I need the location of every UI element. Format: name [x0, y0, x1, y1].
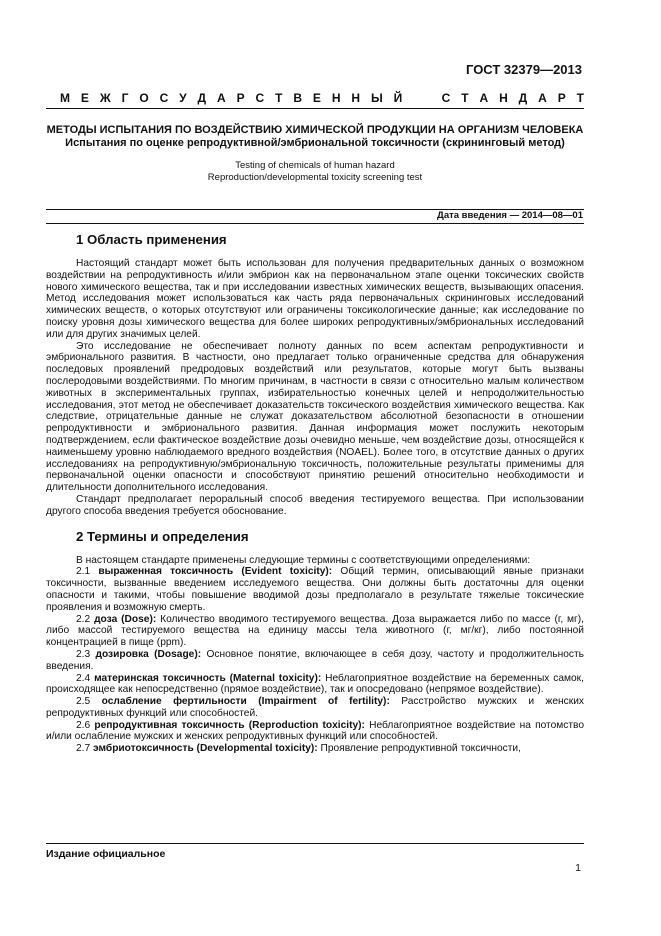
term-number: 2.1 — [76, 566, 91, 578]
english-title-line-2: Reproduction/developmental toxicity screening test — [207, 171, 423, 183]
banner-letter: А — [479, 91, 489, 105]
terms-list — [46, 566, 584, 755]
section-1-paragraph-2: Это исследование не обеспечивает полноту данных по всем аспектам репродуктивности и эмбрионального развития. В частности, оно предлагает только ограниченные средства для обнаружения последовых проявлений предродовых воздействий или результатов, которые могут быть вызваны послеродовыми воздействиями. По многим причинам, в частности в связи с относительно малым количеством животных в экспериментальных группах, избирательностью конечных целей и непродолжительностью исследования, этот метод не обеспечивает доказательств токсического воздействия химического вещества. Как следствие, отрицательные данные не служат доказательством абсолютной безопасности в отношении репродуктивности и эмбрионального развития. Данная информация может послужить некоторым подтверждением, если фактическое воздействие дозы очевидно меньше, чем воздействие дозы, относящейся к наименьшему уровню наблюдаемого вредного воздействия (NOAEL). Более того, в отсутствие данных о других исследованиях на репродуктивную/эмбриональную токсичность, положительные результаты применимы для первоначальной оценки опасности и способствуют принятию решений относительно необходимости и длительности дополнительного исследования. — [46, 340, 584, 494]
term-number: 2.6 — [76, 719, 91, 731]
term-english: (Dosage): — [154, 648, 202, 660]
standard-code: ГОСТ 32379—2013 — [466, 62, 582, 77]
section-1-heading: 1 Область применения — [76, 232, 227, 247]
term-definition — [46, 720, 584, 744]
document-title: МЕТОДЫ ИСПЫТАНИЯ ПО ВОЗДЕЙСТВИЮ ХИМИЧЕСКОЙ ПРОДУКЦИИ НА ОРГАНИЗМ ЧЕЛОВЕКА — [46, 124, 584, 136]
interstate-standard-banner — [60, 91, 584, 105]
term-english: (Reproduction toxicity): — [248, 719, 365, 731]
section-2-heading: 2 Термины и определения — [76, 528, 249, 544]
term-english: (Impairment of fertility): — [258, 696, 390, 708]
term-russian: дозировка — [95, 648, 149, 660]
banner-letter — [427, 91, 430, 105]
english-title — [46, 160, 584, 183]
term-number: 2.3 — [76, 648, 91, 660]
term-definition-text: Неблагоприятное воздействие на беременных самок, происходящее как непосредственно (прямое воздействие), так и опосредовано (непрямое воздействие). — [46, 672, 584, 696]
banner-letter: Т — [461, 91, 469, 105]
banner-letter: Д — [197, 91, 207, 105]
banner-letter: О — [139, 91, 149, 105]
banner-letter: С — [255, 91, 265, 105]
term-english: (Dose): — [121, 613, 157, 625]
term-definition — [46, 566, 584, 613]
banner-letter: Р — [236, 91, 245, 105]
banner-letter: Ж — [99, 91, 111, 105]
term-definition-text: Проявление репродуктивной токсичности, — [317, 743, 521, 755]
official-edition-label: Издание официальное — [46, 848, 166, 860]
banner-letter — [413, 91, 416, 105]
banner-letter: Н — [499, 91, 508, 105]
term-russian: репродуктивная токсичность — [94, 719, 245, 731]
banner-letter: Н — [351, 91, 361, 105]
banner-letter: Т — [275, 91, 283, 105]
term-definition — [46, 673, 584, 697]
banner-letter: Р — [557, 91, 566, 105]
document-subtitle: Испытания по оценке репродуктивной/эмбриональной токсичности (скрининговый метод) — [65, 137, 565, 149]
term-definition-text: Расстройство мужских и женских репродуктивных функций или способностей. — [46, 696, 584, 719]
banner-letter: В — [293, 91, 302, 105]
banner-letter: Е — [312, 91, 321, 105]
page-number: 1 — [575, 862, 581, 874]
banner-letter: С — [159, 91, 169, 105]
term-number: 2.7 — [76, 743, 91, 755]
title-block — [46, 124, 584, 183]
section-1-paragraph-1: Настоящий стандарт может быть использован для получения предварительных данных о возможном воздействии на репродуктивность и/или эмбрион как на первоначальном этапе оценки токсических свойств нового химического вещества, так и при исследовании известных химических веществ, вызывающих опасения. Метод исследования может использоваться как часть ряда первоначальных скрининговых исследований химических веществ, о которых отсутствуют или ограничены токсикологические данные; как исследование по поиску уровня дозы химического вещества для более широких репродуктивных/эмбриональных исследований или для других значимых целей. — [46, 258, 584, 340]
banner-letter: У — [179, 91, 187, 105]
term-russian: ослабление фертильности — [101, 696, 247, 708]
term-definition — [46, 649, 584, 673]
section-2-intro: В настоящем стандарте применены следующие термины с соответствующими определениями: — [76, 554, 531, 566]
term-definition-text: Количество вводимого тестируемого вещества. Доза выражается либо по массе (г, мг), либо массой тестируемого вещества на единицу массы тела животного (г, мг/кг), либо постоянной концентрацией в пище (ppm). — [46, 613, 584, 649]
header-rule — [46, 108, 584, 109]
term-definition-text: Основное понятие, включающее в себя дозу, частоту и продолжительность введения. — [46, 648, 584, 672]
section-1-paragraph-3: Стандарт предполагает пероральный способ введения тестируемого вещества. При использовании другого способа введения требуется обоснование. — [46, 493, 584, 517]
banner-letter: Й — [393, 91, 403, 105]
term-russian: эмбриотоксичность — [93, 743, 194, 755]
date-rule — [46, 223, 584, 224]
banner-letter: М — [60, 91, 70, 105]
footer-rule — [46, 843, 584, 844]
banner-letter: Г — [121, 91, 129, 105]
banner-letter: Т — [576, 91, 584, 105]
banner-letter: А — [216, 91, 226, 105]
document-body — [46, 232, 584, 755]
introduction-date: Дата введения — 2014—08—01 — [437, 210, 583, 221]
term-definition — [46, 743, 584, 755]
term-russian: выраженная токсичность — [98, 566, 234, 578]
term-russian: доза — [94, 613, 118, 625]
term-definition — [46, 614, 584, 649]
term-english: (Evident toxicity): — [241, 566, 333, 578]
term-number: 2.2 — [76, 613, 91, 625]
term-definition-text: Общий термин, описывающий явные признаки токсичности, вызванные введением исследуемого вещества. Они должны быть достаточны для оценки опасности и такими, чтобы повышение вводимой дозы предполагало в результате тяжелые токсические проявления и возможную смерть. — [46, 566, 584, 613]
banner-letter: Н — [331, 91, 341, 105]
term-definition-text: Неблагоприятное воздействие на потомство и/или ослабление мужских и женских репродуктивных функций или способностей. — [46, 719, 584, 743]
english-title-line-1: Testing of chemicals of human hazard — [235, 160, 395, 171]
term-russian: материнская токсичность — [94, 672, 226, 684]
term-number: 2.4 — [76, 672, 91, 684]
banner-letter: С — [441, 91, 451, 105]
term-english: (Developmental toxicity): — [196, 743, 318, 755]
term-number: 2.5 — [76, 696, 91, 708]
term-definition — [46, 696, 584, 720]
banner-letter: Д — [518, 91, 528, 105]
banner-letter: Е — [80, 91, 89, 105]
term-english: (Maternal toxicity): — [229, 672, 322, 684]
banner-letter: Ы — [370, 91, 383, 105]
banner-letter: А — [538, 91, 547, 105]
